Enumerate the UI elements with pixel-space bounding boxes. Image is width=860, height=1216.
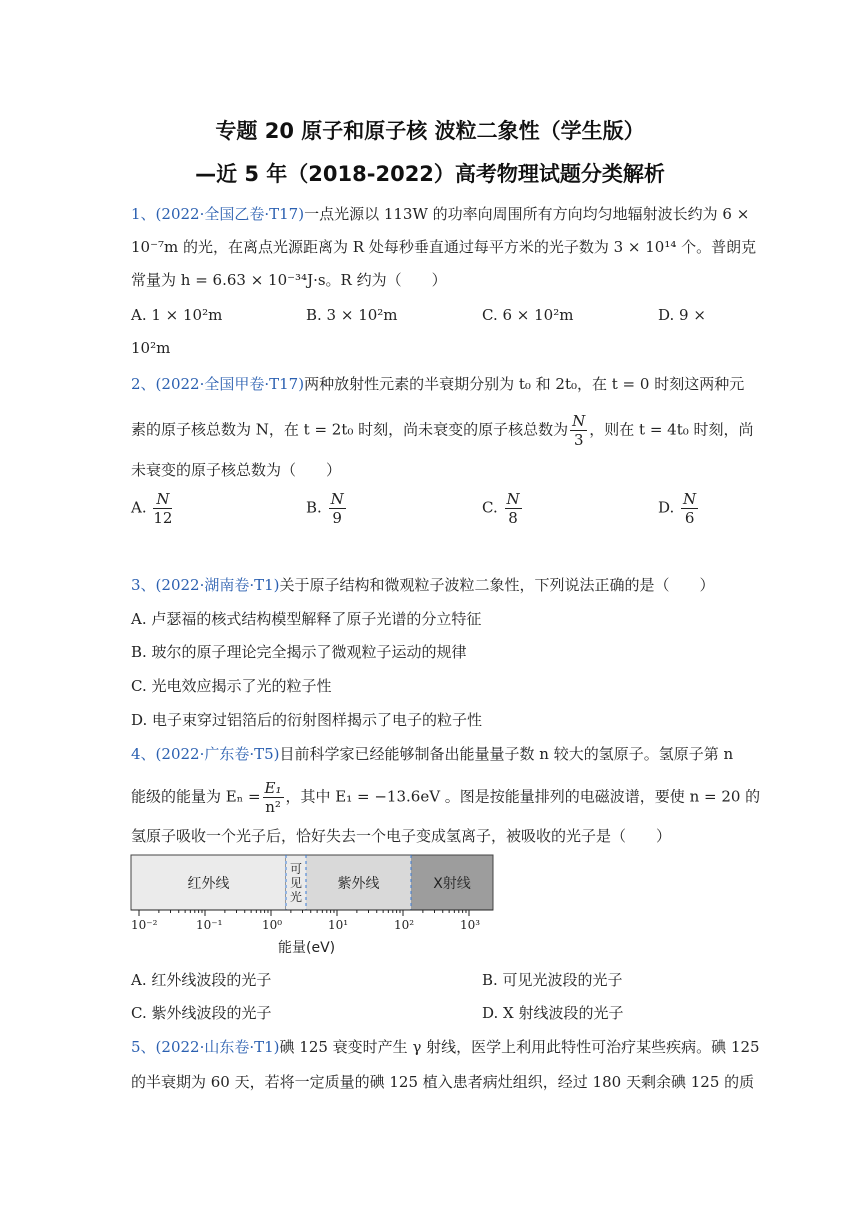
q1-option-d-continued: 10²m	[131, 339, 171, 357]
q2-line-3: 未衰变的原子核总数为（ ）	[131, 461, 342, 479]
axis-label-energy: 能量(eV)	[278, 940, 336, 956]
q1-option-a: A. 1 × 10²m	[131, 306, 223, 324]
q1-option-c: C. 6 × 10²m	[482, 306, 574, 324]
q3-option-b: B. 玻尔的原子理论完全揭示了微观粒子运动的规律	[131, 643, 467, 661]
q3-text: 关于原子结构和微观粒子波粒二象性，下列说法正确的是（ ）	[279, 576, 715, 594]
q3-option-c: C. 光电效应揭示了光的粒子性	[131, 677, 332, 695]
tick-label-0: 10⁻²	[131, 918, 158, 932]
band-infrared-label: 红外线	[187, 875, 230, 892]
q4-text-2a: 能级的能量为 Eₙ =	[131, 787, 261, 806]
q3-line-1	[131, 575, 731, 595]
q1-line-2: 10⁻⁷m 的光，在离点光源距离为 R 处每秒垂直通过每平方米的光子数为 3 × 10¹⁴ 个。普朗克	[131, 238, 757, 256]
q4-line-1	[131, 744, 734, 764]
q1-line-3: 常量为 h = 6.63 × 10⁻³⁴J·s。R 约为（ ）	[131, 271, 447, 289]
q4-text-2b: ，其中 E₁ = −13.6eV 。图是按能量排列的电磁波谱，要使 n = 20 的	[285, 787, 761, 806]
tick-label-3: 10¹	[328, 918, 349, 932]
q5-line-2: 的半衰期为 60 天，若将一定质量的碘 125 植入患者病灶组织，经过 180 天剩余碘 125 的质	[131, 1073, 755, 1091]
q1-option-b: B. 3 × 10²m	[306, 306, 398, 324]
tick-label-4: 10²	[394, 918, 415, 932]
em-spectrum-figure	[131, 855, 493, 910]
q4-source: 4、(2022·广东卷·T5)	[131, 745, 280, 763]
q2-option-c: C. $\frac{N}{8}$	[482, 490, 520, 527]
q2-option-b: B. $\frac{N}{9}$	[306, 490, 344, 527]
band-ultraviolet-label: 紫外线	[337, 875, 380, 892]
q4-option-a: A. 红外线波段的光子	[131, 971, 272, 989]
q3-option-a: A. 卢瑟福的核式结构模型解释了原子光谱的分立特征	[131, 610, 482, 628]
q2-line-1	[131, 374, 745, 394]
q2-text-2a: 素的原子核总数为 N，在 t = 2t₀ 时刻，尚未衰变的原子核总数为	[131, 420, 569, 439]
q5-text: 碘 125 衰变时产生 γ 射线，医学上利用此特性可治疗某些疾病。碘 125	[279, 1038, 760, 1056]
q4-text: 目前科学家已经能够制备出能量量子数 n 较大的氢原子。氢原子第 n	[279, 745, 734, 763]
q2-fraction: $\frac{N}{3}$	[572, 412, 586, 449]
title-line-1: 专题 20 原子和原子核 波粒二象性（学生版）	[215, 119, 645, 143]
q4-option-d: D. X 射线波段的光子	[482, 1004, 624, 1022]
tick-label-2: 10⁰	[262, 918, 283, 932]
q4-line-3: 氢原子吸收一个光子后，恰好失去一个电子变成氢离子，被吸收的光子是（ ）	[131, 827, 672, 845]
q5-line-1	[131, 1037, 760, 1057]
q2-line-2	[131, 412, 754, 449]
axis-ticks	[139, 910, 469, 916]
q2-text-2b: ，则在 t = 4t₀ 时刻，尚	[589, 420, 754, 439]
q1-source: 1、(2022·全国乙卷·T17)	[131, 205, 305, 223]
tick-label-5: 10³	[460, 918, 481, 932]
tick-label-1: 10⁻¹	[196, 918, 223, 932]
q4-fraction: $\frac{\text{E₁}}{\text{n²}}$	[264, 779, 282, 816]
q2-source: 2、(2022·全国甲卷·T17)	[131, 375, 305, 393]
title-line-2: —近 5 年（2018-2022）高考物理试题分类解析	[195, 162, 665, 186]
q5-source: 5、(2022·山东卷·T1)	[131, 1038, 280, 1056]
q2-option-a: A. $\frac{N}{12}$	[131, 490, 173, 527]
q3-option-d: D. 电子束穿过铝箔后的衍射图样揭示了电子的粒子性	[131, 711, 483, 729]
band-visible-label: 可 见 光	[289, 861, 302, 904]
q1-text: 一点光源以 113W 的功率向周围所有方向均匀地辐射波长约为 6 ×	[304, 205, 750, 223]
q4-line-2	[131, 779, 761, 816]
band-xray-label: X射线	[433, 875, 471, 892]
q2-option-d: D. $\frac{N}{6}$	[658, 490, 697, 527]
q4-option-b: B. 可见光波段的光子	[482, 971, 623, 989]
q4-option-c: C. 紫外线波段的光子	[131, 1004, 272, 1022]
q1-line-1	[131, 204, 750, 224]
q3-source: 3、(2022·湖南卷·T1)	[131, 576, 280, 594]
q2-text: 两种放射性元素的半衰期分别为 t₀ 和 2t₀，在 t = 0 时刻这两种元	[304, 375, 745, 393]
q1-option-d: D. 9 ×	[658, 306, 706, 324]
